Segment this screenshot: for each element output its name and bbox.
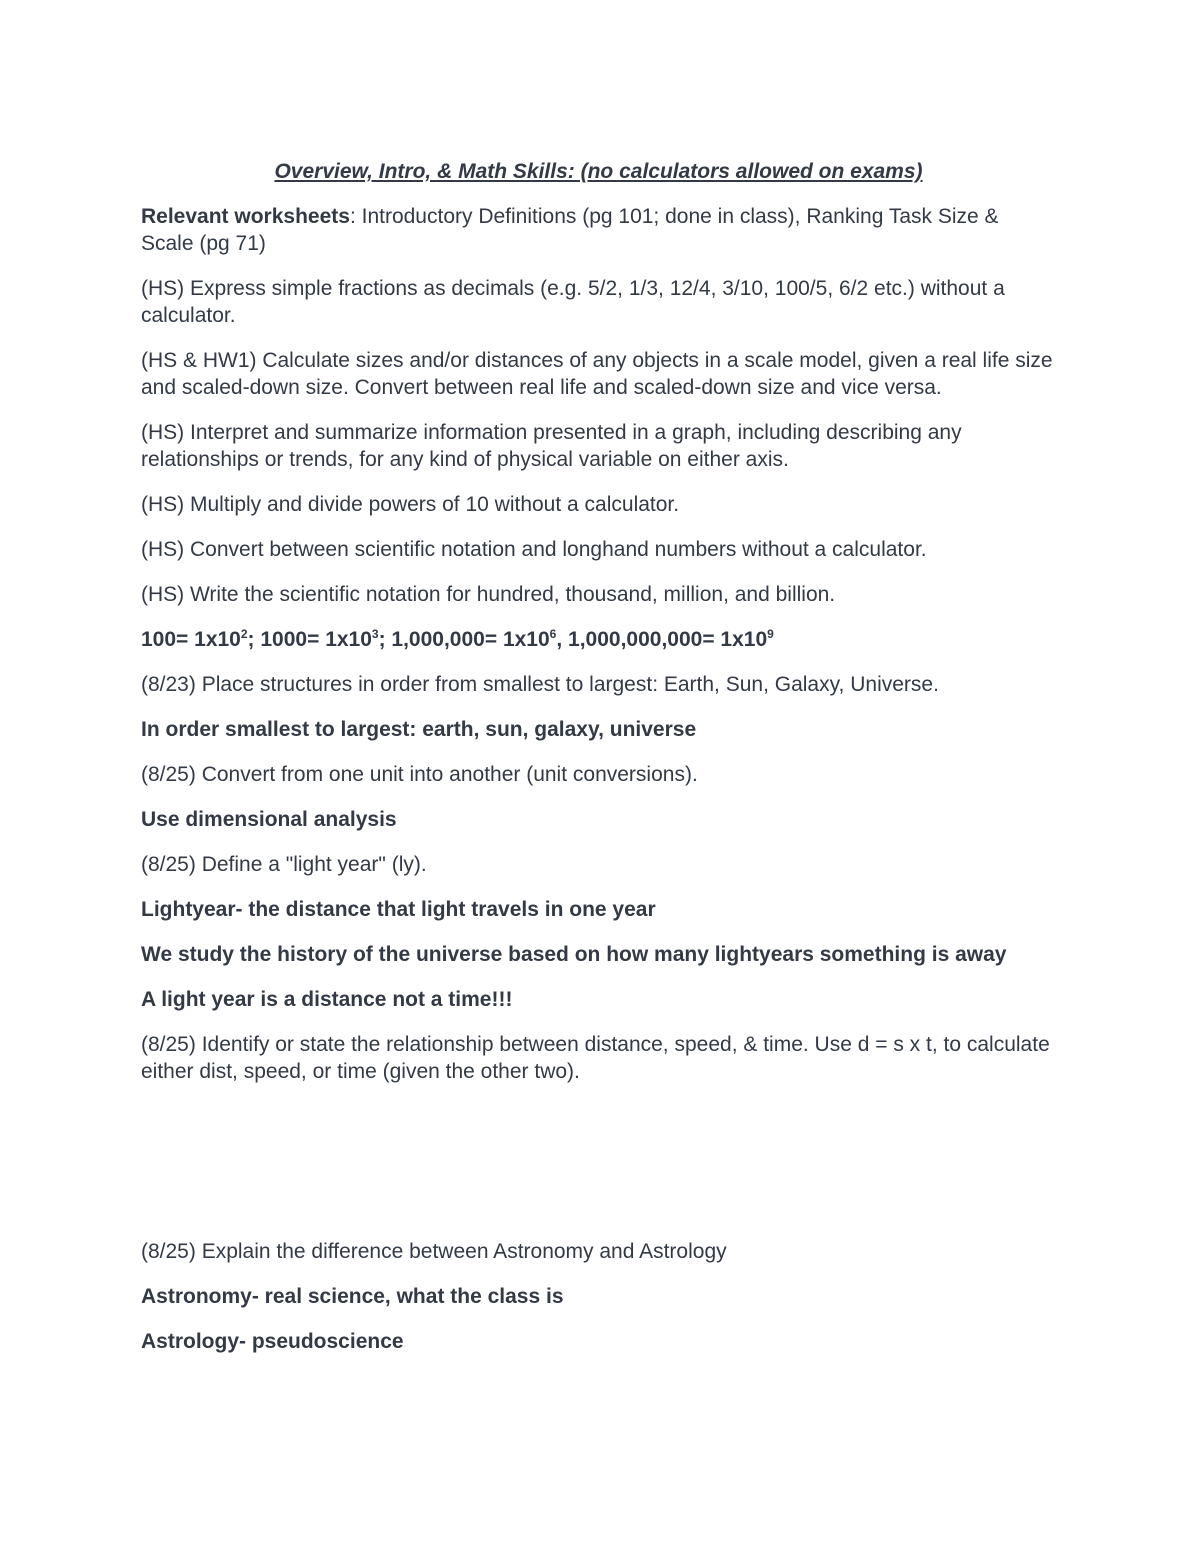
objective-light-year: (8/25) Define a "light year" (ly).: [141, 853, 427, 876]
answer-order: In order smallest to largest: earth, sun, galaxy, universe: [141, 718, 697, 741]
answer-units: Use dimensional analysis: [141, 808, 397, 831]
objective-graph: (HS) Interpret and summarize information presented in a graph, including describing any relationships or trends, for any kind of physical variable on either axis.: [141, 421, 962, 471]
document-page: [141, 158, 1056, 1373]
answer-light-year: Lightyear- the distance that light travels in one year: [141, 898, 656, 921]
relevant-worksheets-label: Relevant worksheets: [141, 205, 350, 228]
objective-scale-model: (HS & HW1) Calculate sizes and/or distances of any objects in a scale model, given a real life size and scaled-down size. Convert between real life and scaled-down size and vice versa.: [141, 349, 1053, 399]
objective-sci-notation: (HS) Convert between scientific notation and longhand numbers without a calculator.: [141, 538, 927, 561]
document-title: Overview, Intro, & Math Skills: (no calculators allowed on exams): [274, 160, 923, 183]
objective-write-sci: (HS) Write the scientific notation for hundred, thousand, million, and billion.: [141, 583, 836, 606]
answer-history: We study the history of the universe based on how many lightyears something is away: [141, 943, 1007, 966]
objective-fractions: (HS) Express simple fractions as decimals (e.g. 5/2, 1/3, 12/4, 3/10, 100/5, 6/2 etc.) without a calculator.: [141, 277, 1005, 327]
objective-structures: (8/23) Place structures in order from smallest to largest: Earth, Sun, Galaxy, Universe.: [141, 673, 939, 696]
powers-part-1: 100= 1x10: [141, 628, 241, 651]
powers-answer-line: [141, 626, 1056, 653]
relevant-worksheets-line: [141, 203, 1056, 257]
powers-part-4: , 1,000,000,000= 1x10: [556, 628, 768, 651]
powers-part-3: ; 1,000,000= 1x10: [378, 628, 550, 651]
answer-astronomy: Astronomy- real science, what the class is: [141, 1285, 564, 1308]
powers-exp-1: 2: [240, 627, 248, 641]
objective-powers: (HS) Multiply and divide powers of 10 without a calculator.: [141, 493, 680, 516]
powers-exp-3: 6: [549, 627, 557, 641]
objective-dst: (8/25) Identify or state the relationship between distance, speed, & time. Use d = s x t, to calculate either dist, speed, or time (given the other two).: [141, 1033, 1050, 1083]
answer-astrology: Astrology- pseudoscience: [141, 1330, 404, 1353]
objective-units: (8/25) Convert from one unit into another (unit conversions).: [141, 763, 698, 786]
powers-part-2: ; 1000= 1x10: [247, 628, 372, 651]
objective-astro: (8/25) Explain the difference between Astronomy and Astrology: [141, 1240, 727, 1263]
relevant-worksheets-text: : Introductory Definitions (pg 101; done in class), Ranking Task Size & Scale (pg 71): [141, 205, 999, 255]
blank-space: [141, 1103, 1056, 1238]
powers-exp-4: 9: [767, 627, 774, 641]
answer-distance: A light year is a distance not a time!!!: [141, 988, 513, 1011]
powers-exp-2: 3: [371, 627, 379, 641]
